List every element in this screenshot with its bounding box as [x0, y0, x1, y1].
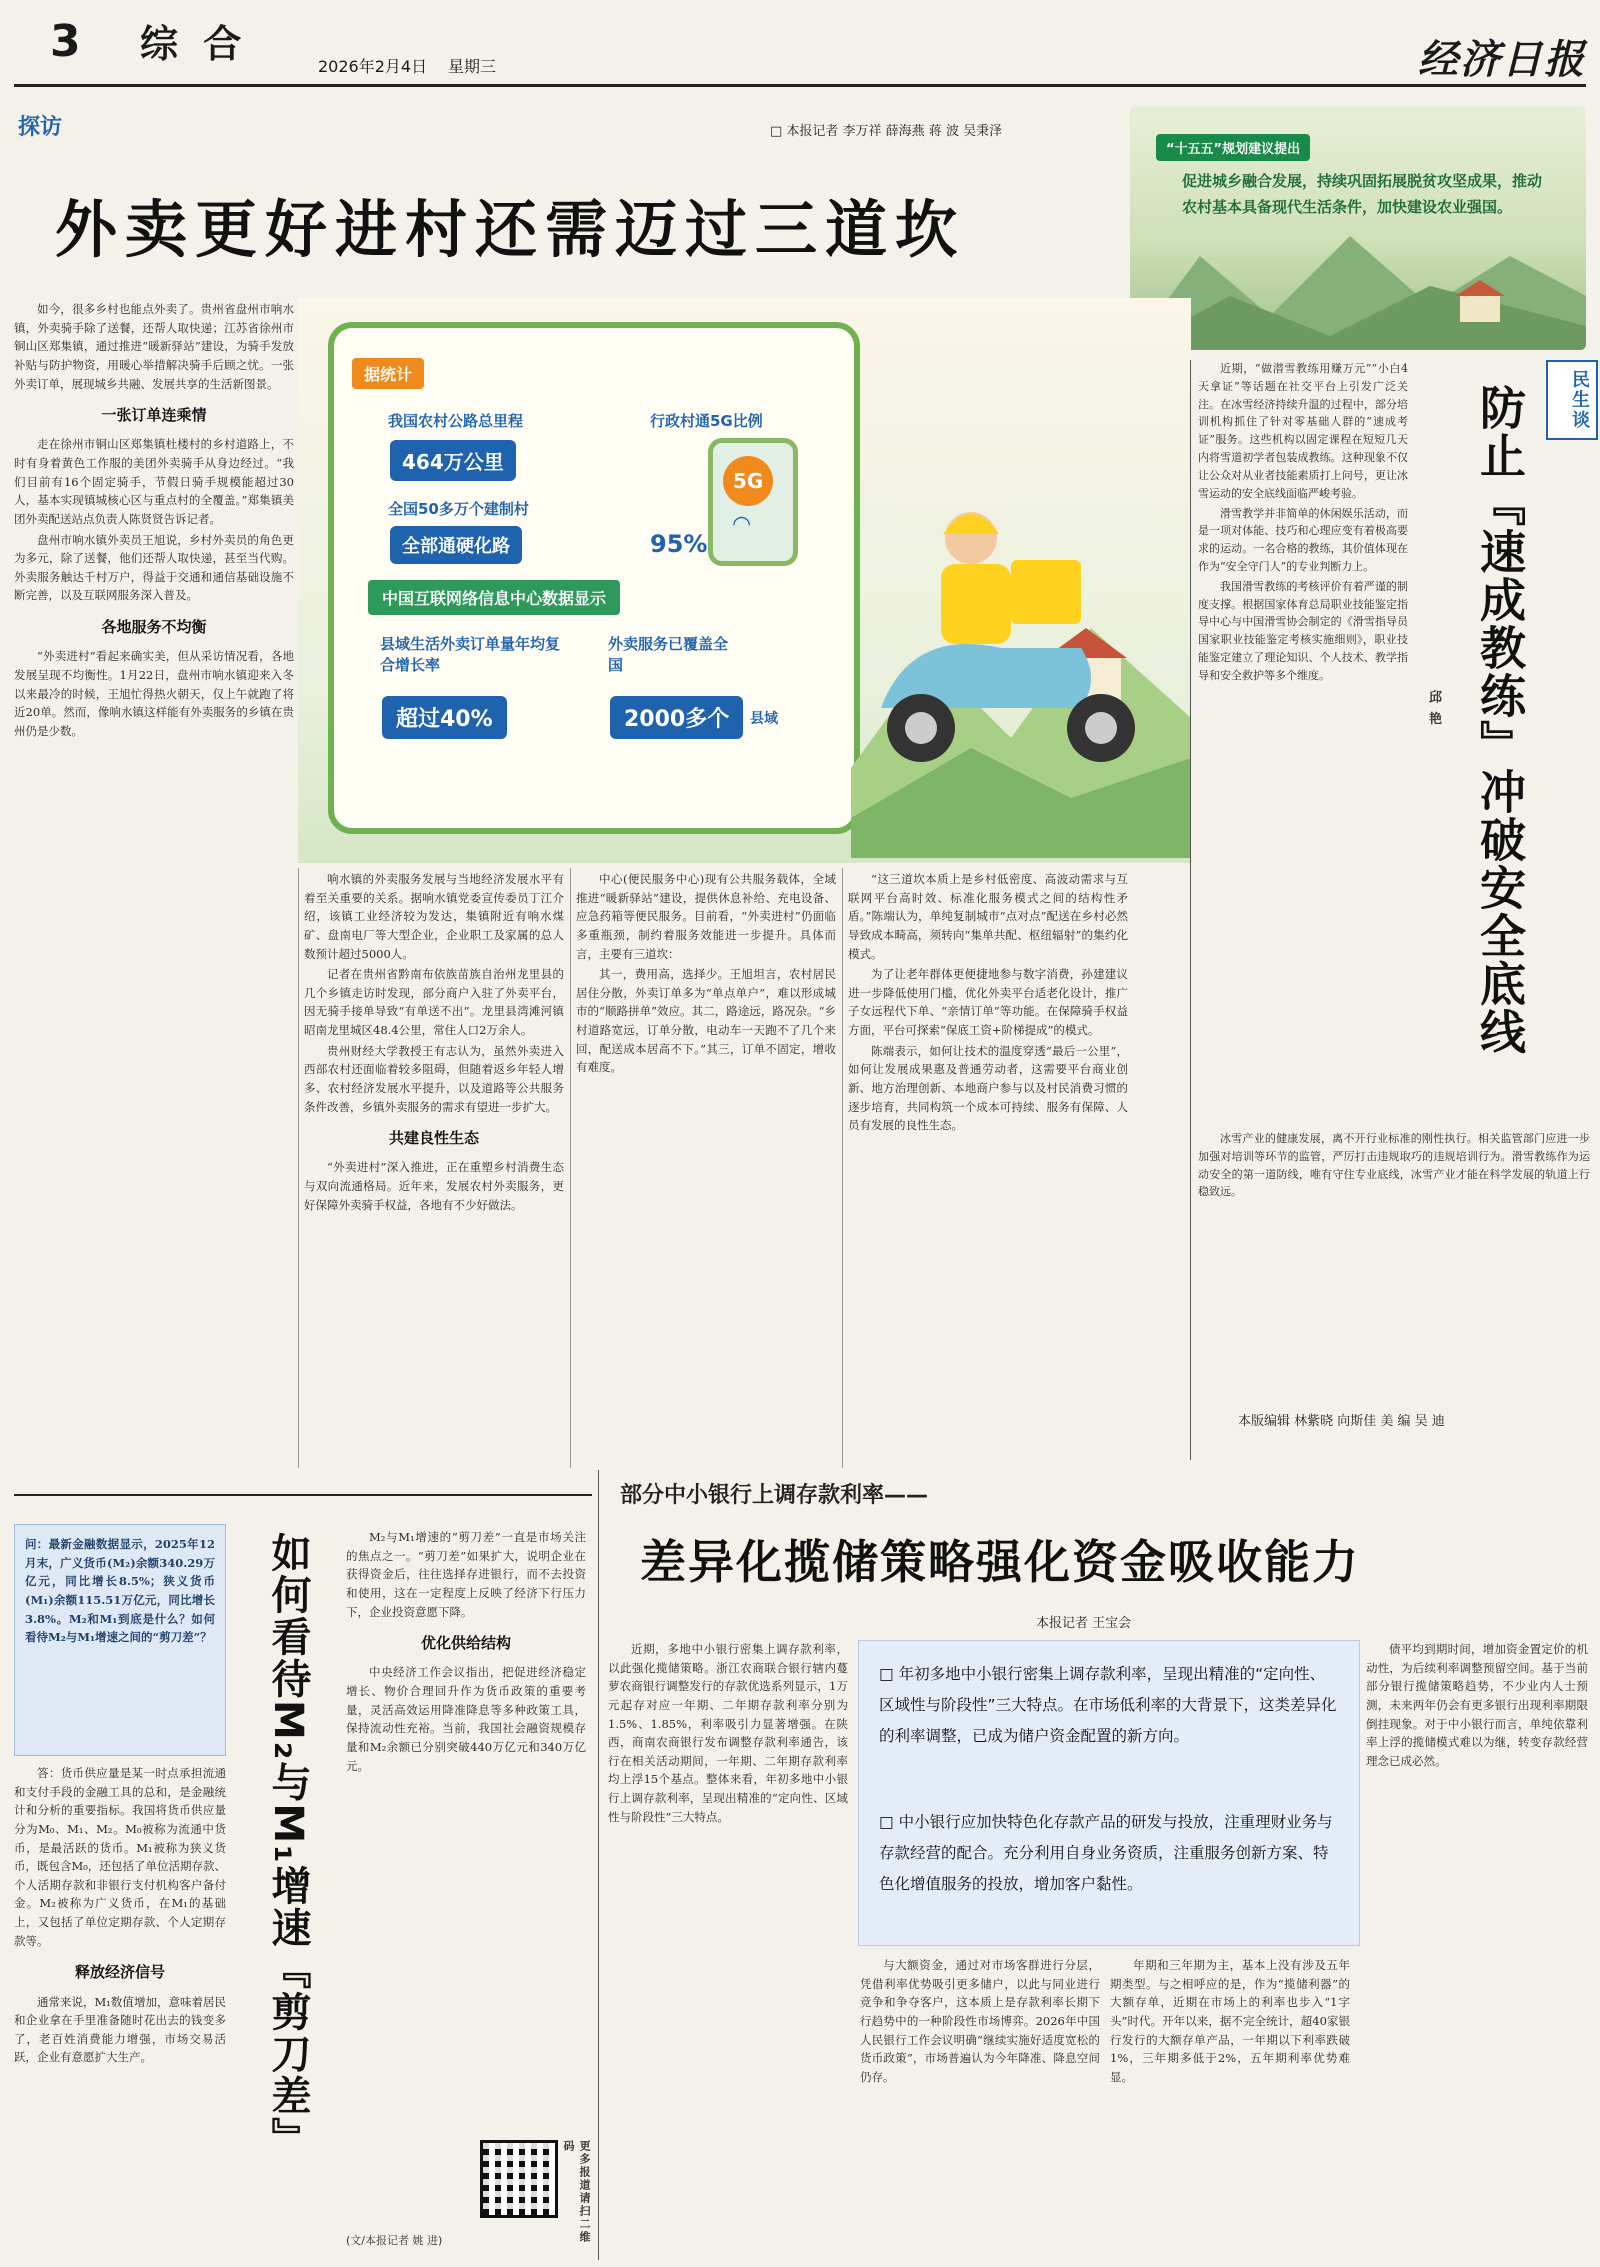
- summary-point-2-text: 中小银行应加快特色化存款产品的研发与投放，注重理财业务与存款经营的配合。充分利用自身业务资质，注重服务创新方案、特色化增值服务的投放，增加客户黏性。: [879, 1813, 1333, 1893]
- bank-col-3: [1110, 1956, 1350, 2256]
- paragraph: 为了让老年群体更便捷地参与数字消费，孙建建议进一步降低使用门槛，优化外卖平台适老化设计，推广子女远程代下单、“亲情订单”等功能。在保障骑手权益方面，平台可探索“保底工资+阶梯提成”的模式。: [848, 967, 1128, 1037]
- paragraph: 响水镇的外卖服务发展与当地经济发展水平有着至关重要的关系。据响水镇党委宣传委员丁江介绍，该镇工业经济较为发达，集镇附近有响水煤矿、盘南电厂等大型企业，企业职工及家属的总人数预计超过5000人。: [304, 872, 564, 961]
- delivery-infographic: [298, 298, 1191, 863]
- bank-title: 差异化揽储策略强化资金吸收能力: [640, 1535, 1360, 1589]
- column-divider: [570, 868, 571, 1468]
- byline-box-icon: □: [770, 124, 787, 139]
- header-rule: [14, 84, 1586, 87]
- qa-col-2: [346, 1528, 586, 2048]
- feature-col-1: [14, 300, 294, 1450]
- issue-date: 2026年2月4日: [318, 57, 428, 76]
- cnnic-tag: 中国互联网络信息中心数据显示: [368, 580, 620, 615]
- feature-col-3: [576, 870, 836, 1470]
- paragraph: 陈端表示，如何让技术的温度穿透“最后一公里”，如何让发展成果惠及普通劳动者，这需要平台商业创新、地方治理创新、本地商户参与以及村民消费习惯的逐步培育，共同构筑一个成本可持续、服务有保障、人员有发展的良性生态。: [848, 1043, 1128, 1133]
- paragraph: 我国滑雪教练的考核评价有着严谨的制度支撑。根据国家体育总局职业技能鉴定指导中心与中国滑雪协会制定的《滑雪指导员国家职业技能鉴定考核实施细则》，职业技能鉴定建立了理论知识、个人技术、教学指导和安全救护等多个维度。: [1198, 579, 1408, 682]
- qa-question-box: [14, 1524, 226, 1756]
- summary-point-1: [879, 1659, 1339, 1752]
- paragraph: 答：货币供应量是某一时点承担流通和支付手段的金融工具的总和，是金融统计和分析的重要指标。我国将货币供应量分为M₀、M₁、M₂。M₀被称为流通中货币，是最活跃的货币。M₁被称为狭义货币，既包含M₀，还包括了单位活期存款、个人活期存款和非银行支付机构客户备付金。M₂被称为广义货币，在M₁的基础上，又包括了单位定期存款、个人定期存款等。: [14, 1766, 226, 1948]
- bank-byline: 本报记者 王宝会: [1036, 1616, 1132, 1631]
- paragraph: “这三道坎本质上是乡村低密度、高波动需求与互联网平台高时效、标准化服务模式之间的结构性矛盾。”陈端认为，单纯复制城市“点对点”配送在乡村必然导致成本畸高，须转向“集单共配、枢纽辐射”的集约化模式。: [848, 872, 1128, 961]
- bank-kicker: 部分中小银行上调存款利率——: [620, 1483, 929, 1508]
- qr-caption: 更多报道请扫二维码: [562, 2140, 591, 2244]
- section-tag: 探访: [18, 115, 63, 140]
- qa-question: 问：最新金融数据显示，2025年12月末，广义货币(M₂)余额340.29万亿元，同比增长8.5%；狭义货币(M₁)余额115.51万亿元，同比增长3.8%。M₂和M₁到底是什么？如何看待M₂与M₁增速之间的“剪刀差”？: [25, 1537, 215, 1645]
- paragraph: 其一，费用高，选择少。王旭坦言，农村居民居住分散，外卖订单多为“单点单户”，难以形成城市的“顺路拼单”效应。其二，路途远，路况杂。“乡村道路宽远，订单分散，电动车一天跑不了几个来回，配送成本居高不下。”其三，订单不固定，增收有难度。: [576, 967, 836, 1075]
- opinion-column: [1198, 360, 1590, 1460]
- bank-col-1: [608, 1640, 848, 1990]
- plan-tag: “十五五”规划建议提出: [1156, 134, 1310, 161]
- feature-title: 外卖更好进村还需迈过三道坎: [55, 193, 966, 266]
- qa-reporter: (文/本报记者 姚 进): [346, 2234, 443, 2247]
- subhead-ecosystem: 共建良性生态: [388, 1129, 479, 1148]
- issue-weekday: 星期三: [448, 57, 497, 76]
- qr-code-pattern: [483, 2143, 555, 2215]
- infographic-frame: [328, 322, 860, 834]
- feature-byline-text: 本报记者 李万祥 薛海燕 蒋 波 吴秉泽: [786, 124, 1003, 139]
- bank-col-2: [860, 1956, 1100, 2256]
- feature-byline: [770, 120, 1002, 139]
- coverage-label: 外卖服务已覆盖全国: [608, 635, 729, 674]
- paragraph: “外卖进村”深入推进，正在重塑乡村消费生态与双向流通格局。近年来，发展农村外卖服务，更好保障外卖骑手权益，各地有不少好做法。: [304, 1160, 564, 1212]
- paragraph: 如今，很多乡村也能点外卖了。贵州省盘州市响水镇，外卖骑手除了送餐，还帮人取快递；江苏省徐州市铜山区郑集镇，通过推进“暖新驿站”建设，为骑手发放补贴与防护物资，用暖心举措解决骑手后顾之忧。一张外卖订单，展现城乡共融、发展共享的生活新图景。: [14, 302, 294, 391]
- coverage-value: 2000多个: [610, 696, 743, 739]
- opinion-author: 邱 艳: [1426, 690, 1441, 727]
- delivery-rider-graphic: [851, 298, 1191, 858]
- masthead-logo: 经济日报: [1418, 36, 1586, 83]
- village-bus-label: 全国50多万个建制村: [388, 500, 529, 518]
- paragraph: 冰雪产业的健康发展，离不开行业标准的刚性执行。相关监管部门应进一步加强对培训等环节的监管，严厉打击违规取巧的违规培训行为。滑雪教练作为运动安全的第一道防线，唯有守住专业底线，冰雪产业才能在科学发展的轨道上行稳致远。: [1198, 1132, 1590, 1199]
- page-header: [0, 0, 1600, 83]
- paragraph: 中央经济工作会议指出，把促进经济稳定增长、物价合理回升作为货币政策的重要考量，灵活高效运用降准降息等多种政策工具，保持流动性充裕。当前，我国社会融资规模存量和M₂余额已分别突破440万亿元和340万亿元。: [346, 1665, 586, 1773]
- paragraph: 年期和三年期为主，基本上没有涉及五年期类型。与之相呼应的是，作为“揽储利器”的大额存单，近期在市场上的利率也步入“1字头”时代。开年以来，据不完全统计，超40家银行发行的大额存单产品，一年期以下利率跌破1%，三年期多低于2%，五年期利率优势难显。: [1110, 1958, 1350, 2084]
- feature-col-2: [304, 870, 564, 1470]
- paragraph: 中心(便民服务中心)现有公共服务载体，全域推进“暖新驿站”建设，提供休息补给、充电设备、应急药箱等便民服务。目前看，“外卖进村”仍面临多重瓶颈，制约着服务效能进一步提升。具体而言，主要有三道坎：: [576, 872, 836, 961]
- plan-illustration: [1130, 106, 1586, 350]
- qa-vertical-title: 如何看待M₂与M₁增速『剪刀差』: [265, 1532, 311, 2159]
- paragraph: 记者在贵州省黔南布依族苗族自治州龙里县的几个乡镇走访时发现，部分商户入驻了外卖平台，因无骑手接单导致“有单送不出”。龙里县湾滩河镇昭南龙里城区48.4公里，常住人口2万余人。: [304, 967, 564, 1037]
- subhead-order: 一张订单连乘情: [101, 406, 207, 425]
- qa-col-1: [14, 1764, 226, 2259]
- opinion-body-bottom: [1198, 1130, 1590, 1400]
- paragraph: 滑雪教学并非简单的休闲娱乐活动，而是一项对体能、技巧和心理应变有着极高要求的运动。一名合格的教练，其价值体现在作为“安全守门人”的专业判断力上。: [1198, 506, 1408, 573]
- qr-code[interactable]: [480, 2140, 558, 2218]
- feature-col-4: [848, 870, 1128, 1470]
- paragraph: 近期，“做潜雪教练用赚万元”“小白4天拿证”等话题在社交平台上引发广泛关注。在冰雪经济持续升温的过程中，部分培训机构抓住了针对零基础人群的“速成考证”服务。这些机构以固定课程在短短几天内将雪道初学者包装成教练。这种现象不仅让公众对从业者技能素质打上问号，更让冰雪运动的安全底线面临严峻考验。: [1198, 362, 1408, 500]
- subhead-signal: 释放经济信号: [74, 1963, 165, 1982]
- paragraph: 债平均到期时间，增加资金置定价的机动性，为后续利率调整预留空间。基于当前部分银行揽储策略趋势，不少业内人士预测，未来两年仍会有更多银行出现利率期限倒挂现象。对于中小银行而言，单纯依靠利率上浮的揽储模式难以为继，转变存款经营理念已成必然。: [1366, 1642, 1588, 1768]
- lower-section-rule: [14, 1494, 592, 1496]
- paragraph: 与大额资金，通过对市场客群进行分层，凭借利率优势吸引更多储户，以此与同业进行竞争和争夺客户，这本质上是存款利率长期下行趋势中的一种阶段性市场博弈。2026年中国人民银行工作会议明确“继续实施好适度宽松的货币政策”，市场普遍认为今年降准、降息空间仍存。: [860, 1958, 1100, 2084]
- page-number: 3: [50, 16, 81, 67]
- wifi-icon: ◠: [732, 512, 752, 537]
- subhead-uneven: 各地服务不均衡: [101, 618, 207, 637]
- village-5g-value: 95%: [650, 530, 708, 558]
- page-editors: 本版编辑 林紫晓 向斯佳 美 编 吴 迪: [1238, 1414, 1445, 1429]
- plan-text: 促进城乡融合发展，持续巩固拓展脱贫攻坚成果，推动农村基本具备现代生活条件，加快建设农业强国。: [1182, 172, 1543, 217]
- section-name: 综 合: [140, 21, 248, 66]
- badge-5g: 5G: [723, 456, 773, 506]
- paragraph: 盘州市响水镇外卖员王旭说，乡村外卖员的角色更为多元，除了送餐，他们还帮人取快递，甚至当代购。外卖服务触达千村万户，得益于交通和通信基础设施不断完善，以及互联网服务深入普及。: [14, 532, 294, 603]
- summary-point-2: [879, 1807, 1339, 1900]
- paragraph: 贵州财经大学教授王有志认为，虽然外卖进入西部农村还面临着较多阻碍，但随着返乡年轻人增多、农村经济发展水平提升，以及道路等公共服务条件改善，乡镇外卖服务的需求有望进一步扩大。: [304, 1043, 564, 1114]
- summary-box-icon: □: [879, 1813, 899, 1831]
- paragraph: 通常来说，M₁数值增加，意味着居民和企业拿在手里准备随时花出去的钱变多了，老百姓消费能力增强，市场交易活跃，企业有意愿扩大生产。: [14, 1994, 226, 2065]
- bank-summary-box: [858, 1640, 1360, 1946]
- column-divider: [298, 868, 299, 1468]
- growth-label: 县域生活外卖订单量年均复合增长率: [380, 635, 561, 674]
- coverage-unit: 县域: [750, 711, 778, 727]
- paragraph: 近期，多地中小银行密集上调存款利率，以此强化揽储策略。浙江农商联合银行辖内蔓萝农商银行调整发行的存款优选系列显示，1万元起存对应一年期、二年期存款利率分别为1.5%、1.85%，利率吸引力显著增强。在陕西，商南农商银行发布调整存款利率通告，该行在相关活动期间，一年期、二年期存款利率均上浮15个基点。整体来看，年初多地中小银行上调存款利率，呈现出精准的“定向性、区域性与阶段性”三大特点。: [608, 1642, 848, 1824]
- opinion-label: 民生谈: [1546, 360, 1598, 440]
- bank-col-4: [1366, 1640, 1588, 2256]
- subhead-supply: 优化供给结构: [420, 1634, 511, 1653]
- growth-value: 超过40%: [382, 696, 507, 739]
- road-length-label: 我国农村公路总里程: [388, 412, 524, 430]
- bank-divider: [598, 1470, 599, 2260]
- paragraph: M₂与M₁增速的“剪刀差”一直是市场关注的焦点之一。“剪刀差”如果扩大，说明企业在获得资金后，往往选择存进银行，而不去投资和使用，这在一定程度上反映了经济下行压力下，企业投资意愿下降。: [346, 1530, 586, 1619]
- summary-box-icon: □: [879, 1665, 899, 1683]
- village-bus-value: 全部通硬化路: [390, 526, 522, 564]
- paragraph: “外卖进村”看起来确实美，但从采访情况看，各地发展呈现不均衡性。1月22日，盘州市响水镇迎来入冬以来最冷的时候，王旭忙得热火朝天，仅上午就跑了将近20单。然而，像响水镇这样能有外卖服务的乡镇在贵州仍是少数。: [14, 649, 294, 738]
- summary-point-1-text: 年初多地中小银行密集上调存款利率，呈现出精准的“定向性、区域性与阶段性”三大特点。在市场低利率的大背景下，这类差异化的利率调整，已成为储户资金配置的新方向。: [879, 1665, 1337, 1745]
- opinion-divider: [1190, 360, 1191, 1460]
- opinion-body-top: [1198, 360, 1408, 1120]
- paragraph: 走在徐州市铜山区郑集镇杜楼村的乡村道路上，不时有身着黄色工作服的美团外卖骑手从身边经过。“我们目前有16个固定骑手，节假日骑手规模能超过30人，基本实现镇城核心区与重点村的全覆盖。”郑集镇美团外卖配送站点负责人陈贤贤告诉记者。: [14, 437, 294, 526]
- village-5g-label: 行政村通5G比例: [650, 412, 763, 430]
- column-divider: [842, 868, 843, 1468]
- road-length-value: 464万公里: [390, 440, 516, 481]
- opinion-title: 防止『速成教练』冲破安全底线: [1473, 384, 1527, 1056]
- infographic-tag: 据统计: [352, 358, 424, 389]
